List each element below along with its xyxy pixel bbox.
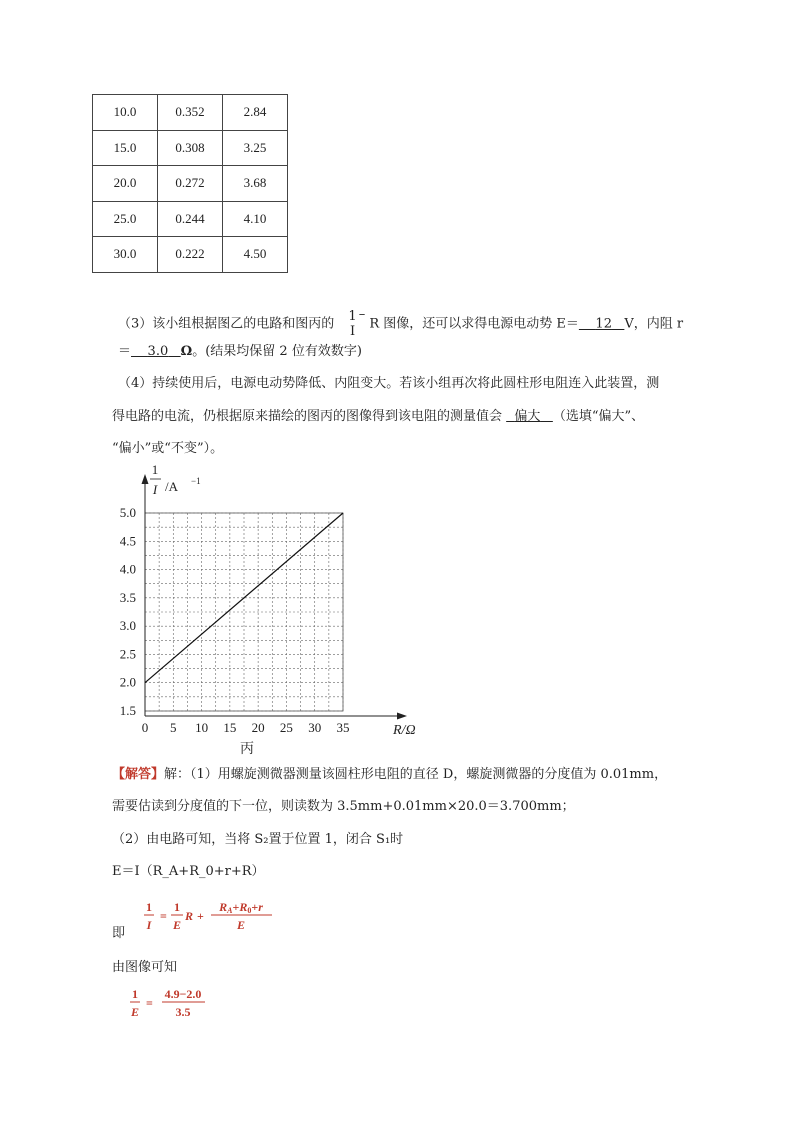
- question-4-line1: （4）持续使用后，电源电动势降低、内阻变大。若该小组再次将此圆柱形电阻连入此装置，测: [118, 376, 660, 391]
- table-cell: 15.0: [93, 130, 158, 166]
- question-4-line3: “偏小”或“不变”）。: [112, 441, 224, 456]
- chart: [105, 462, 435, 760]
- svg-text:1: 1: [132, 987, 138, 1001]
- figure-caption: 丙: [240, 742, 254, 757]
- y-label-denominator: I: [152, 482, 158, 497]
- table-cell: 4.50: [223, 237, 288, 273]
- table-cell: 0.222: [158, 237, 223, 273]
- y-tick-label: 5.0: [119, 505, 136, 520]
- x-tick-label: 5: [170, 720, 177, 735]
- axis-labels: [150, 462, 416, 757]
- y-tick-label: 4.0: [119, 561, 136, 577]
- table-cell: 0.352: [158, 95, 223, 131]
- emf-answer: 12: [595, 316, 612, 332]
- table-row: [93, 201, 288, 237]
- solution-line1: 【解答】解：（1）用螺旋测微器测量该圆柱形电阻的直径 D，螺旋测微器的分度值为 0.01mm，: [112, 767, 668, 782]
- table-cell: 3.25: [223, 130, 288, 166]
- svg-text:E: E: [236, 918, 246, 932]
- y-tick-label: 3.5: [119, 589, 136, 605]
- svg-text:E: E: [130, 1005, 140, 1019]
- solution-tag: 【解答】: [112, 767, 165, 782]
- eq3-denominator: 3.5: [175, 1005, 191, 1019]
- resistance-answer: 3.0: [147, 344, 169, 359]
- y-axis-label: [150, 462, 201, 497]
- tick-labels: [120, 505, 350, 735]
- svg-text:R: R: [185, 909, 194, 923]
- question-4-line2: 得电路的电流，仍根据原来描绘的图丙的图像得到该电阻的测量值会 偏大 （选填“偏大”、: [112, 409, 645, 424]
- q4-answer: 偏大: [514, 409, 541, 424]
- table-cell: 0.308: [158, 130, 223, 166]
- from-graph-text: 由图像可知: [112, 960, 178, 975]
- table-cell: 20.0: [93, 166, 158, 202]
- solution-line2: 需要估读到分度值的下一位，则读数为 3.5mm+0.01mm×20.0＝3.700mm；: [112, 799, 575, 814]
- x-axis-arrow: [397, 713, 407, 720]
- svg-text:1: 1: [174, 900, 180, 914]
- table-row: [93, 166, 288, 202]
- equation-2-formula: [142, 898, 312, 938]
- svg-text:RA+R0+r: RA+R0+r: [219, 900, 263, 915]
- question-3-line2: ＝ 3.0 Ω。(结果均保留 2 位有效数字): [118, 344, 362, 359]
- equation-3: [128, 985, 238, 1029]
- y-tick-label: 1.5: [119, 703, 136, 718]
- table-cell: 0.272: [158, 166, 223, 202]
- svg-text:=: =: [160, 909, 167, 923]
- x-tick-label: 0: [141, 720, 149, 735]
- x-tick-label: 35: [336, 720, 350, 735]
- x-tick-label: 15: [223, 720, 237, 735]
- eq3-numerator: 4.9−2.0: [164, 987, 202, 1001]
- table-cell: 3.68: [223, 166, 288, 202]
- y-tick-label: 2.0: [119, 674, 136, 690]
- x-tick-label: 25: [279, 720, 293, 735]
- table-cell: 25.0: [93, 201, 158, 237]
- table-cell: 30.0: [93, 237, 158, 273]
- equation-1: E＝I（R_A+R_0+r+R）: [112, 864, 265, 879]
- x-tick-label: 10: [195, 720, 209, 735]
- table-cell: 0.244: [158, 201, 223, 237]
- svg-text:1: 1: [146, 900, 152, 914]
- svg-text:=: =: [146, 996, 153, 1010]
- data-table: [92, 94, 288, 273]
- y-label-exponent: −1: [191, 476, 201, 486]
- y-tick-label: 2.5: [119, 646, 136, 662]
- solution-line3: （2）由电路可知，当将 S₂置于位置 1，闭合 S₁时: [112, 832, 404, 847]
- table-row: [93, 237, 288, 273]
- y-label-unit: /A: [165, 479, 178, 494]
- y-tick-label: 3.0: [119, 618, 136, 634]
- one-over-i-fraction: 1 I: [348, 309, 357, 339]
- grid: [145, 513, 343, 711]
- svg-text:I: I: [146, 918, 152, 932]
- table-row: [93, 95, 288, 131]
- table-cell: 2.84: [223, 95, 288, 131]
- table-row: [93, 130, 288, 166]
- svg-text:E: E: [172, 918, 182, 932]
- equation-3-formula: [128, 985, 238, 1025]
- y-label-numerator: 1: [151, 462, 159, 477]
- question-3-line1: （3）该小组根据图乙的电路和图丙的 1 I – R 图像，还可以求得电源电动势 E＝ 12 V，内阻 r: [118, 306, 684, 339]
- table-cell: 10.0: [93, 95, 158, 131]
- table-cell: 4.10: [223, 201, 288, 237]
- y-axis-arrow: [142, 474, 149, 484]
- svg-text:+: +: [197, 909, 204, 923]
- x-tick-label: 30: [308, 720, 322, 735]
- y-tick-label: 4.5: [119, 533, 136, 549]
- x-axis-label: R/Ω: [393, 723, 416, 738]
- x-tick-label: 20: [251, 720, 265, 735]
